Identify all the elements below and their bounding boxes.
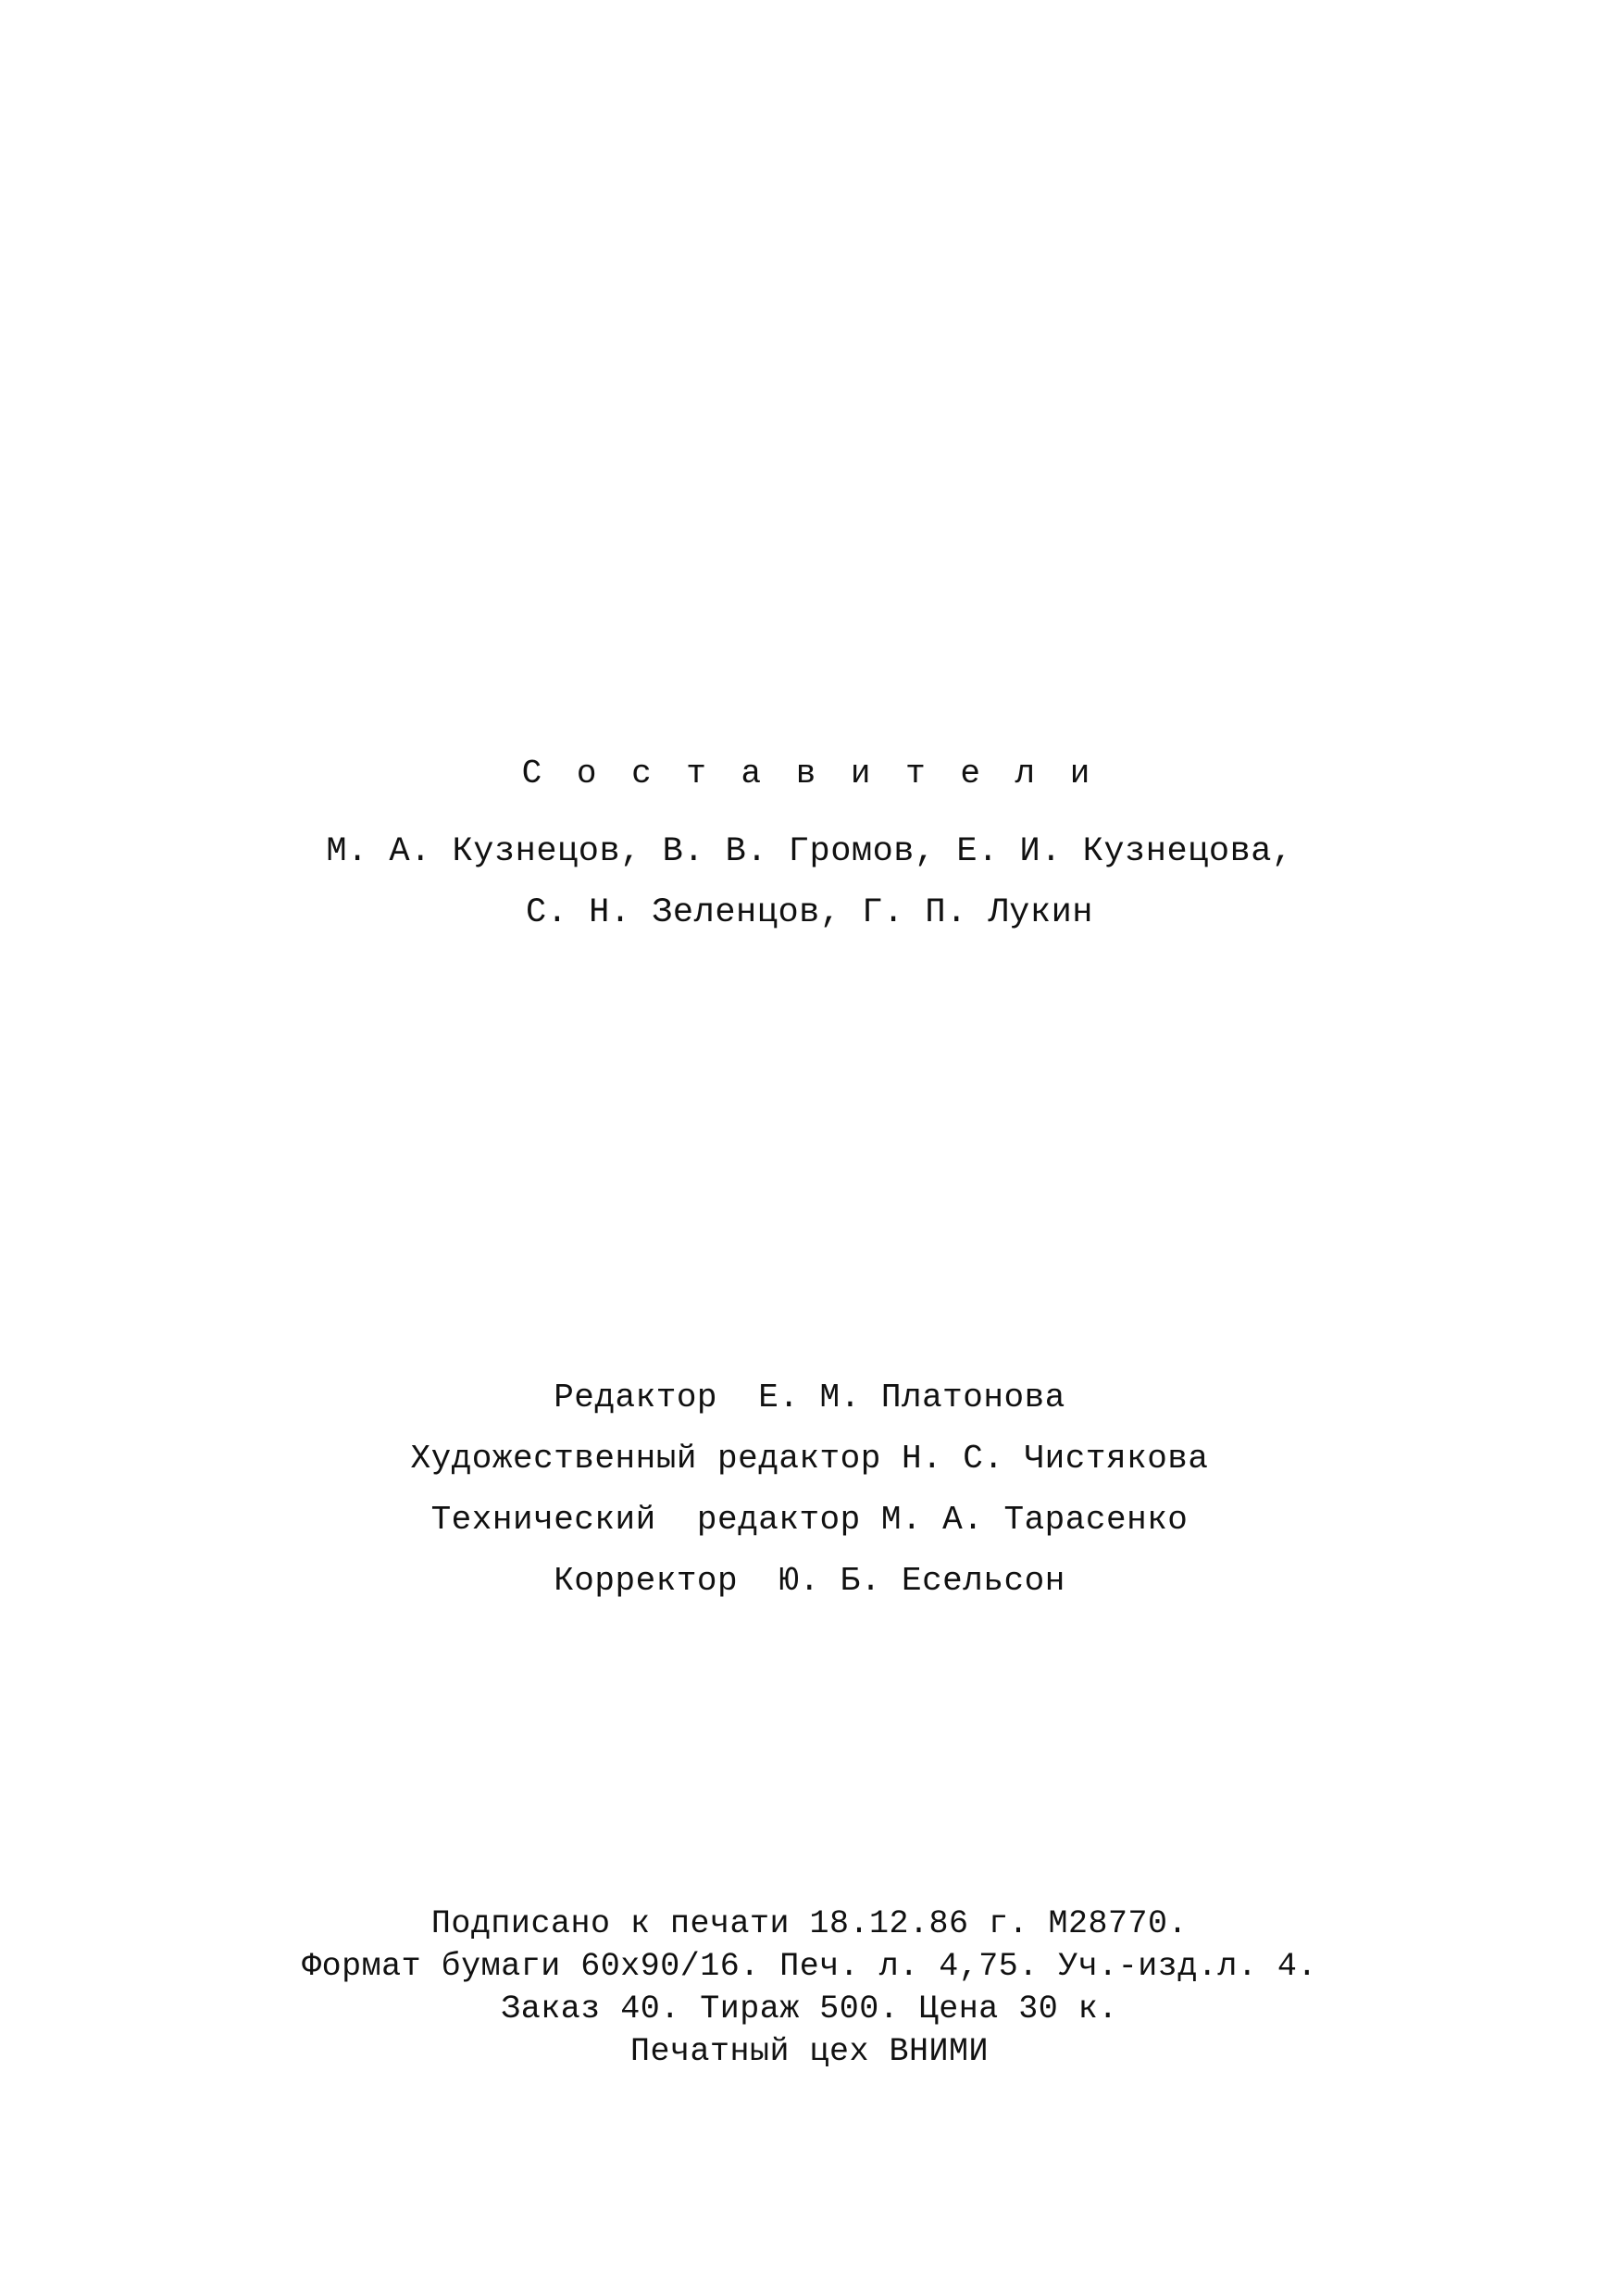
compilers-line-1: М. А. Кузнецов, В. В. Громов, Е. И. Кузнецова,: [326, 832, 1293, 871]
credit-art-editor: Художественный редактор Н. С. Чистякова: [410, 1440, 1209, 1478]
credit-editor: Редактор Е. М. Платонова: [554, 1379, 1065, 1416]
credit-technical-editor: Технический редактор М. А. Тарасенко: [430, 1501, 1189, 1539]
imprint-line-2: Формат бумаги 60х90/16. Печ. л. 4,75. Уч.-изд.л. 4.: [302, 1948, 1317, 1985]
compilers-line-2: С. Н. Зеленцов, Г. П. Лукин: [526, 893, 1093, 932]
imprint-line-3: Заказ 40. Тираж 500. Цена 30 к.: [501, 1990, 1118, 2028]
imprint-line-4: Печатный цех ВНИМИ: [629, 2033, 990, 2070]
credit-proofreader: Корректор Ю. Б. Есельсон: [554, 1562, 1065, 1600]
imprint-line-1: Подписано к печати 18.12.86 г. М28770.: [430, 1905, 1189, 1942]
compilers-heading: С о с т а в и т е л и: [521, 755, 1098, 792]
